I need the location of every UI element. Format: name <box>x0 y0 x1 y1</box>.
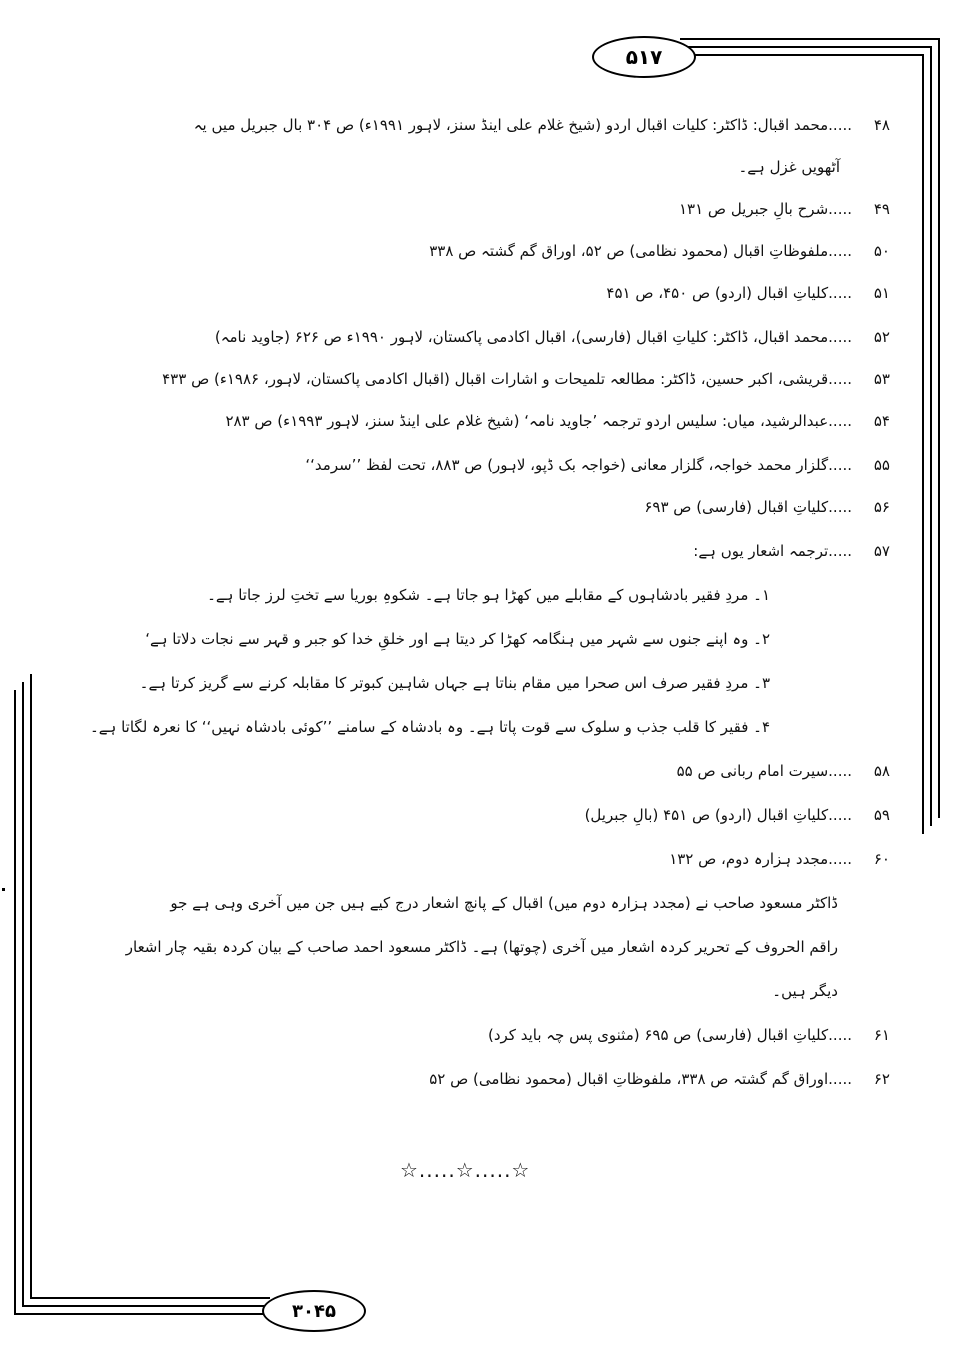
footnote-61: ۶۱.....کلیاتِ اقبال (فارسی) ص ۶۹۵ (مثنوی پس چہ باید کرد) <box>487 1026 890 1044</box>
paragraph-line-1: ڈاکٹر مسعود صاحب نے (مجدد ہزارہ دوم میں) اقبال کے پانچ اشعار درج کیے ہیں جن میں آخری وہی ہے جو <box>170 894 838 912</box>
frame-left-line-1 <box>14 690 16 1315</box>
footnote-number: ۴۸ <box>873 116 890 134</box>
footnote-text: محمد اقبال، ڈاکٹر: کلیاتِ اقبال (فارسی)، اقبال اکادمی پاکستان، لاہور ۱۹۹۰ء ص ۶۲۶ (جاوید نامہ) <box>214 328 829 346</box>
paragraph-line-2: راقم الحروف کے تحریر کردہ اشعار میں آخری (چوتھا) ہے۔ ڈاکٹر مسعود احمد صاحب کے بیان کردہ بقیہ چار اشعار <box>125 938 838 956</box>
footnote-text: ملفوظاتِ اقبال (محمود نظامی) ص ۵۲، اوراق گم گشتہ ص ۳۳۸ <box>429 242 829 260</box>
footnote-text: مجدد ہزارہ دوم، ص ۱۳۲ <box>669 850 829 868</box>
frame-right-line-1 <box>938 38 940 818</box>
footnote-49: ۴۹.....شرح بالِ جبریل ص ۱۳۱ <box>678 200 890 218</box>
footnote-text: کلیاتِ اقبال (فارسی) ص ۶۹۵ (مثنوی پس چہ باید کرد) <box>487 1026 829 1044</box>
footnote-number: ۴۹ <box>873 200 890 218</box>
footnote-number: ۵۵ <box>873 456 890 474</box>
frame-right-line-2 <box>930 46 932 826</box>
footnote-50: ۵۰.....ملفوظاتِ اقبال (محمود نظامی) ص ۵۲، اوراق گم گشتہ ص ۳۳۸ <box>429 242 890 260</box>
footnote-number: ۵۰ <box>873 242 890 260</box>
footnote-number: ۵۴ <box>873 412 890 430</box>
footnote-number: ۵۳ <box>873 370 890 388</box>
footnote-text: قریشی، اکبر حسین، ڈاکٹر: مطالعہ تلمیحات و اشارات اقبال (اقبال اکادمی پاکستان، لاہور، ۱۹۸۶ء) ص ۴۳۳ <box>162 370 829 388</box>
footnote-text: کلیاتِ اقبال (اردو) ص ۴۵۰، ص ۴۵۱ <box>606 284 829 302</box>
footnote-51: ۵۱.....کلیاتِ اقبال (اردو) ص ۴۵۰، ص ۴۵۱ <box>606 284 890 302</box>
frame-left-line-3 <box>30 674 32 1299</box>
footnote-48-continuation: آٹھویں غزل ہے۔ <box>738 158 840 176</box>
footnote-57: ۵۷.....ترجمہ اشعار یوں ہے: <box>693 542 890 560</box>
paragraph-line-3: دیگر ہیں۔ <box>772 982 838 1000</box>
footnote-62: ۶۲.....اوراق گم گشتہ ص ۳۳۸، ملفوظاتِ اقبال (محمود نظامی) ص ۵۲ <box>429 1070 890 1088</box>
footnote-text: اوراق گم گشتہ ص ۳۳۸، ملفوظاتِ اقبال (محمود نظامی) ص ۵۲ <box>429 1070 829 1088</box>
frame-top-line-2 <box>680 46 932 48</box>
frame-bottom-line-3 <box>30 1297 270 1299</box>
footnote-53: ۵۳.....قریشی، اکبر حسین، ڈاکٹر: مطالعہ تلمیحات و اشارات اقبال (اقبال اکادمی پاکستان، لاہور، ۱۹۸۶ء) ص ۴۳۳ <box>162 370 890 388</box>
footer-page-number: ۳۰۴۵ <box>262 1290 366 1332</box>
footnote-number: ۵۶ <box>873 498 890 516</box>
margin-mark <box>2 888 5 891</box>
footnote-text: کلیاتِ اقبال (فارسی) ص ۶۹۳ <box>644 498 829 516</box>
footnote-56: ۵۶.....کلیاتِ اقبال (فارسی) ص ۶۹۳ <box>644 498 890 516</box>
translation-line-2: ۲۔ وہ اپنے جنوں سے شہر میں ہنگامہ کھڑا کر دیتا ہے اور خلقِ خدا کو جبر و قہر سے نجات دلاتا ہے‘ <box>145 630 770 648</box>
footnote-number: ۵۸ <box>873 762 890 780</box>
footnote-number: ۵۹ <box>873 806 890 824</box>
header-page-number: ۵۱۷ <box>592 36 696 78</box>
footnote-text: کلیاتِ اقبال (اردو) ص ۴۵۱ (بالِ جبریل) <box>584 806 829 824</box>
footnote-text: شرح بالِ جبریل ص ۱۳۱ <box>678 200 829 218</box>
frame-bottom-line-1 <box>14 1313 270 1315</box>
translation-line-3: ۳۔ مردِ فقیر صرف اس صحرا میں مقام بناتا ہے جہاں شاہین کبوتر کا مقابلہ کرنے سے گریز کرتا ہے۔ <box>139 674 770 692</box>
footnote-59: ۵۹.....کلیاتِ اقبال (اردو) ص ۴۵۱ (بالِ جبریل) <box>584 806 890 824</box>
footnote-number: ۶۱ <box>873 1026 890 1044</box>
footnote-number: ۵۲ <box>873 328 890 346</box>
footnote-55: ۵۵.....گلزار محمد خواجہ، گلزار معانی (خواجہ بک ڈپو، لاہور) ص ۸۸۳، تحت لفظ ’’سرمد‘‘ <box>305 456 890 474</box>
footnote-52: ۵۲.....محمد اقبال، ڈاکٹر: کلیاتِ اقبال (فارسی)، اقبال اکادمی پاکستان، لاہور ۱۹۹۰ء ص ۶۲۶ (جاوید نامہ) <box>214 328 890 346</box>
footnote-58: ۵۸.....سیرت امام ربانی ص ۵۵ <box>676 762 890 780</box>
star-separator: ☆.....☆.....☆ <box>400 1158 531 1182</box>
frame-left-line-2 <box>22 682 24 1307</box>
translation-line-1: ۱۔ مردِ فقیر بادشاہوں کے مقابلے میں کھڑا ہو جاتا ہے۔ شکوہِ بوریا سے تختِ لرز جاتا ہے۔ <box>207 586 770 604</box>
frame-bottom-line-2 <box>22 1305 270 1307</box>
footnote-number: ۶۲ <box>873 1070 890 1088</box>
frame-top-line-1 <box>680 38 940 40</box>
footnote-text: عبدالرشید، میاں: سلیس اردو ترجمہ ’جاوید نامہ‘ (شیخ غلام علی اینڈ سنز، لاہور ۱۹۹۳ء) ص ۲۸۳ <box>225 412 829 430</box>
footnote-text: سیرت امام ربانی ص ۵۵ <box>676 762 829 780</box>
footnote-text: محمد اقبال: ڈاکٹر: کلیات اقبال اردو (شیخ غلام علی اینڈ سنز، لاہور ۱۹۹۱ء) ص ۳۰۴ بال جبریل میں یہ <box>193 116 829 134</box>
footnote-number: ۶۰ <box>873 850 890 868</box>
footnote-60: ۶۰.....مجدد ہزارہ دوم، ص ۱۳۲ <box>669 850 890 868</box>
footnote-text: گلزار محمد خواجہ، گلزار معانی (خواجہ بک ڈپو، لاہور) ص ۸۸۳، تحت لفظ ’’سرمد‘‘ <box>305 456 829 474</box>
footnote-54: ۵۴.....عبدالرشید، میاں: سلیس اردو ترجمہ ’جاوید نامہ‘ (شیخ غلام علی اینڈ سنز، لاہور ۱۹۹۳ء) ص ۲۸۳ <box>225 412 890 430</box>
footnote-text: ترجمہ اشعار یوں ہے: <box>693 542 829 560</box>
translation-line-4: ۴۔ فقیر کا قلب جذب و سلوک سے قوت پاتا ہے۔ وہ بادشاہ کے سامنے ’’کوئی بادشاہ نہیں‘‘ کا نعرہ لگاتا ہے۔ <box>89 718 770 736</box>
footnote-number: ۵۱ <box>873 284 890 302</box>
footnote-number: ۵۷ <box>873 542 890 560</box>
frame-right-line-3 <box>922 54 924 834</box>
frame-top-line-3 <box>680 54 924 56</box>
footnote-48: ۴۸.....محمد اقبال: ڈاکٹر: کلیات اقبال اردو (شیخ غلام علی اینڈ سنز، لاہور ۱۹۹۱ء) ص ۳۰۴ بال جبریل میں یہ <box>193 116 890 134</box>
